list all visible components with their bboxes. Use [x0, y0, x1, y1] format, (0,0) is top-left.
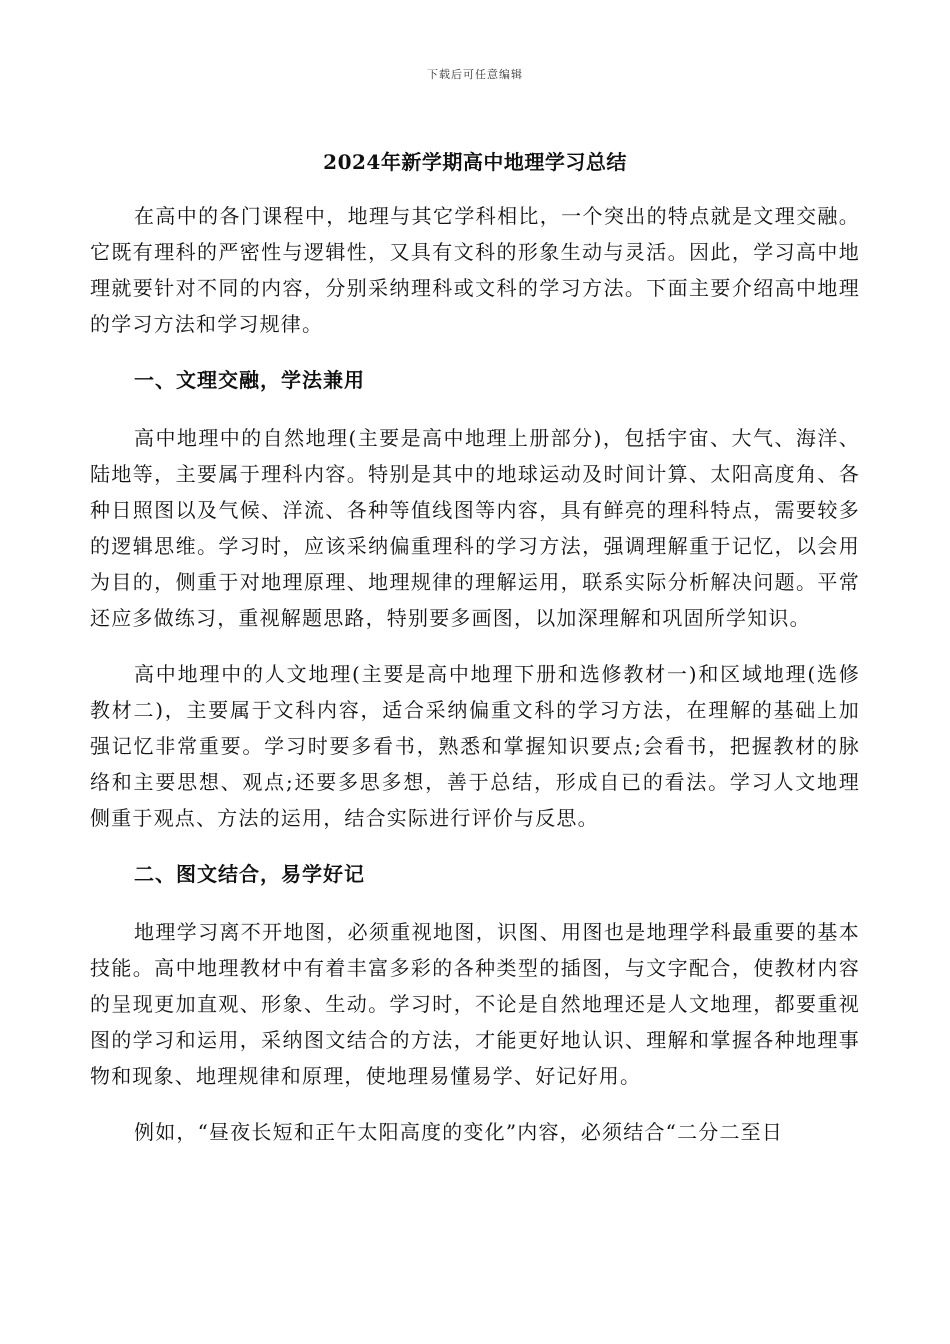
section-1-paragraph-1: 高中地理中的自然地理(主要是高中地理上册部分)，包括宇宙、大气、海洋、陆地等，主要属于理科内容。特别是其中的地球运动及时间计算、太阳高度角、各种日照图以及气候、洋流、各种等值线图等内容，具有鲜亮的理科特点，需要较多的逻辑思维。学习时，应该采纳偏重理科的学习方法，强调理解重于记忆，以会用为目的，侧重于对地理原理、地理规律的理解运用，联系实际分析解决问题。平常还应多做练习，重视解题思路，特别要多画图，以加深理解和巩固所学知识。 [90, 426, 860, 630]
header-note: 下载后可任意编辑 [427, 68, 523, 81]
section-2-heading: 二、图文结合，易学好记 [134, 862, 365, 886]
section-2-paragraph-1: 地理学习离不开地图，必须重视地图，识图、用图也是地理学科最重要的基本技能。高中地理教材中有着丰富多彩的各种类型的插图，与文字配合，使教材内容的呈现更加直观、形象、生动。学习时，不论是自然地理还是人文地理，都要重视图的学习和运用，采纳图文结合的方法，才能更好地认识、理解和掌握各种地理事物和现象、地理规律和原理，使地理易懂易学、好记好用。 [90, 920, 860, 1088]
section-1-heading: 一、文理交融，学法兼用 [134, 368, 365, 392]
document-title: 2024年新学期高中地理学习总结 [323, 150, 627, 174]
section-1-paragraph-2: 高中地理中的人文地理(主要是高中地理下册和选修教材一)和区域地理(选修教材二)，主要属于文科内容，适合采纳偏重文科的学习方法，在理解的基础上加强记忆非常重要。学习时要多看书，熟悉和掌握知识要点;会看书，把握教材的脉络和主要思想、观点;还要多思多想，善于总结，形成自已的看法。学习人文地理侧重于观点、方法的运用，结合实际进行评价与反思。 [90, 662, 860, 830]
section-2-paragraph-2: 例如，“昼夜长短和正午太阳高度的变化”内容，必须结合“二分二至日 [134, 1120, 784, 1144]
document-body [90, 198, 860, 1170]
intro-paragraph: 在高中的各门课程中，地理与其它学科相比，一个突出的特点就是文理交融。它既有理科的严密性与逻辑性，又具有文科的形象生动与灵活。因此，学习高中地理就要针对不同的内容，分别采纳理科或文科的学习方法。下面主要介绍高中地理的学习方法和学习规律。 [90, 204, 860, 336]
